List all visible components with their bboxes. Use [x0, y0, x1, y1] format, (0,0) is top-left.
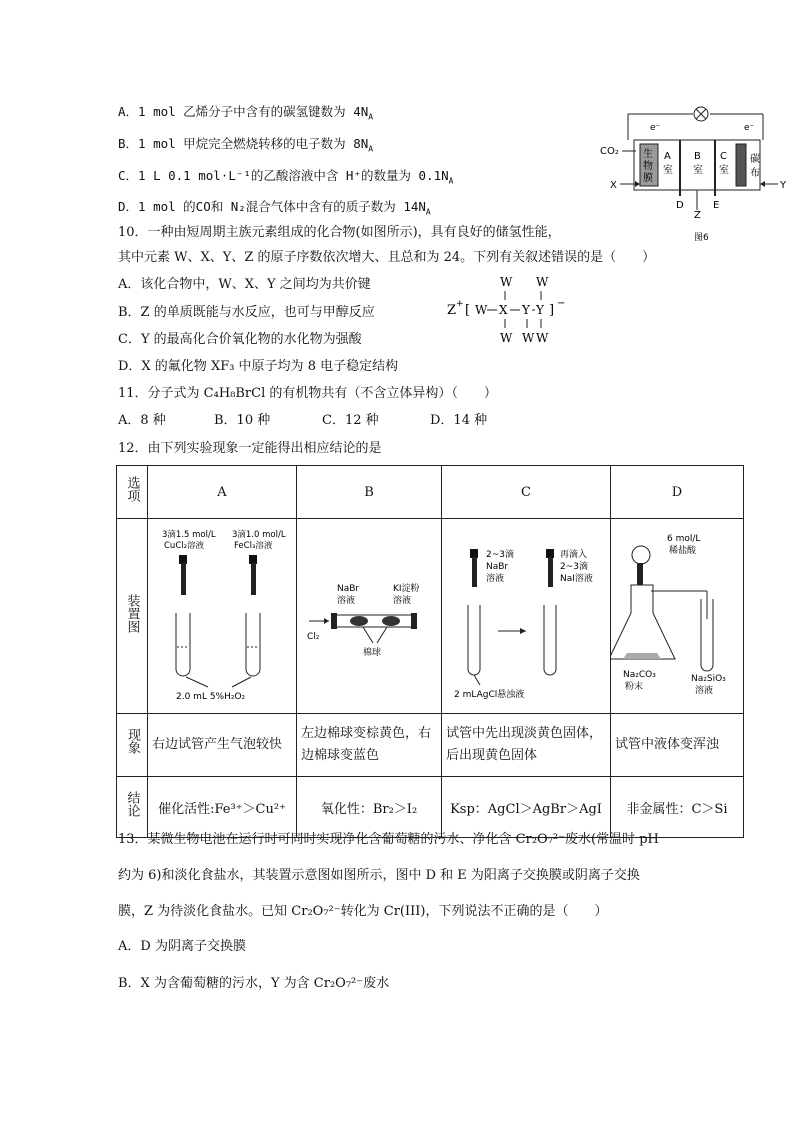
row-header-apparatus: 装置图	[117, 519, 148, 714]
apparatus-a	[148, 519, 297, 714]
phenomenon-b: 左边棉球变棕黄色，右边棉球变蓝色	[297, 714, 442, 777]
x-label: X	[610, 180, 617, 191]
q13-stem-line3: 膜，Z 为待淡化食盐水。已知 Cr₂O₇²⁻转化为 Cr(III)，下列说法不正确的是（ ）	[118, 904, 608, 919]
electron-left-label: e⁻	[650, 123, 661, 133]
apparatus-c	[442, 519, 611, 714]
co2-label: CO₂	[600, 146, 619, 157]
svg-text:X: X	[499, 303, 508, 317]
col-header-a: A	[148, 466, 297, 519]
q9-option-c: C．1 L 0.1 mol·L⁻¹的乙酸溶液中含 H⁺的数量为 $0.1N_A$	[118, 168, 454, 186]
svg-text:B: B	[694, 151, 701, 162]
q11-stem: 11．分子式为 C₄H₈BrCl 的有机物共有（不含立体异构）（ ）	[118, 386, 497, 401]
phenomenon-row	[117, 714, 744, 777]
membrane-e-label: E	[713, 200, 720, 211]
apparatus-row	[117, 519, 744, 714]
q10-option-d: D．X 的氟化物 XF₃ 中原子均为 8 电子稳定结构	[118, 359, 399, 374]
q12-stem: 12．由下列实验现象一定能得出相应结论的是	[118, 441, 382, 456]
svg-text:]: ]	[549, 303, 555, 318]
svg-text:A: A	[664, 151, 671, 162]
q10-option-a: A．该化合物中，W、X、Y 之间均为共价键	[118, 277, 371, 292]
svg-text:[: [	[465, 303, 471, 318]
svg-text:溶液: 溶液	[337, 596, 356, 606]
figure-caption: 图6	[694, 233, 709, 243]
z-label: Z	[694, 210, 701, 221]
svg-text:Cl₂: Cl₂	[307, 632, 320, 642]
svg-text:物: 物	[643, 161, 653, 172]
svg-text:C: C	[720, 151, 727, 162]
q11-option-c: C．12 种	[322, 413, 379, 428]
svg-text:Z: Z	[447, 303, 457, 318]
svg-text:布: 布	[750, 168, 760, 179]
svg-text:2~3滴: 2~3滴	[486, 550, 514, 560]
row-header-option: 选项	[117, 466, 148, 519]
svg-text:Na₂SiO₃: Na₂SiO₃	[691, 674, 726, 684]
svg-text:W: W	[536, 275, 549, 289]
svg-text:再滴入: 再滴入	[560, 550, 588, 560]
q13-stem-line2: 约为 6)和淡化食盐水，其装置示意图如图所示，图中 D 和 E 为阳离子交换膜或阴离子交换	[118, 868, 640, 883]
col-header-d: D	[611, 466, 744, 519]
svg-text:3滴1.0 mol/L: 3滴1.0 mol/L	[232, 530, 286, 540]
svg-text:室: 室	[719, 165, 729, 176]
svg-text:溶液: 溶液	[486, 574, 505, 584]
svg-text:碳: 碳	[750, 154, 760, 165]
q13-option-b: B．X 为含葡萄糖的污水，Y 为含 Cr₂O₇²⁻废水	[118, 976, 390, 991]
svg-text:KI淀粉: KI淀粉	[393, 584, 420, 594]
apparatus-b	[297, 519, 442, 714]
svg-text:Y: Y	[522, 303, 530, 317]
q13-option-a: A．D 为阴离子交换膜	[118, 939, 246, 954]
fuel-cell-diagram	[598, 100, 794, 250]
phenomenon-d: 试管中液体变浑浊	[611, 714, 744, 777]
svg-text:3滴1.5 mol/L: 3滴1.5 mol/L	[162, 530, 216, 540]
conclusion-d: 非金属性：C＞Si	[611, 777, 744, 838]
svg-text:2.0 mL 5%H₂O₂: 2.0 mL 5%H₂O₂	[176, 692, 246, 702]
row-header-phenomenon: 现象	[117, 714, 148, 777]
svg-text:W: W	[522, 331, 535, 345]
conclusion-row	[117, 777, 744, 838]
svg-text:Y: Y	[536, 303, 544, 317]
phenomenon-c: 试管中先出现淡黄色固体，后出现黄色固体	[442, 714, 611, 777]
q11-option-d: D．14 种	[430, 413, 488, 428]
svg-text:CuCl₂溶液: CuCl₂溶液	[164, 541, 205, 551]
q9-option-a: A．1 mol 乙烯分子中含有的碳氢键数为 $4N_A$	[118, 104, 374, 122]
q11-option-b: B．10 种	[214, 413, 271, 428]
conclusion-a: 催化活性:Fe³⁺＞Cu²⁺	[148, 777, 297, 838]
svg-text:棉球: 棉球	[363, 648, 382, 658]
svg-text:Na₂CO₃: Na₂CO₃	[623, 670, 656, 680]
svg-text:NaBr: NaBr	[486, 562, 509, 572]
q9-option-d: D．1 mol 的CO和 N₂混合气体中含有的质子数为 $14N_A$	[118, 199, 431, 217]
svg-text:膜: 膜	[643, 173, 653, 184]
svg-text:NaBr: NaBr	[337, 584, 360, 594]
svg-text:W: W	[500, 331, 513, 345]
apparatus-d	[611, 519, 744, 714]
svg-text:溶液: 溶液	[695, 686, 714, 696]
svg-text:W: W	[475, 303, 488, 317]
y-label: Y	[780, 180, 787, 191]
svg-text:稀盐酸: 稀盐酸	[669, 546, 697, 556]
q10-option-b: B．Z 的单质既能与水反应，也可与甲醇反应	[118, 305, 375, 320]
q10-stem-line1: 10．一种由短周期主族元素组成的化合物(如图所示)，具有良好的储氢性能，	[118, 225, 561, 240]
svg-text:NaI溶液: NaI溶液	[560, 574, 593, 584]
svg-text:+: +	[456, 299, 464, 309]
svg-text:2~3滴: 2~3滴	[560, 562, 588, 572]
q10-stem-line2: 其中元素 W、X、Y、Z 的原子序数依次增大、且总和为 24。下列有关叙述错误的是（ ）	[118, 250, 656, 265]
col-header-b: B	[297, 466, 442, 519]
svg-text:−: −	[557, 298, 566, 309]
svg-text:W: W	[536, 331, 549, 345]
row-header-conclusion: 结论	[117, 777, 148, 838]
svg-text:2 mLAgCl悬浊液: 2 mLAgCl悬浊液	[454, 690, 525, 700]
structural-formula	[445, 272, 575, 348]
q9-option-b: B．1 mol 甲烷完全燃烧转移的电子数为 $8N_A$	[118, 136, 374, 154]
svg-text:室: 室	[693, 165, 703, 176]
col-header-c: C	[442, 466, 611, 519]
electron-right-label: e⁻	[744, 123, 755, 133]
svg-text:生: 生	[643, 149, 653, 160]
q13-stem-line1: 13．某微生物电池在运行时可同时实现净化含葡萄糖的污水、净化含 Cr₂O₇²⁻废水(常温时 pH	[118, 832, 659, 847]
phenomenon-a: 右边试管产生气泡较快	[148, 714, 297, 777]
svg-text:FeCl₃溶液: FeCl₃溶液	[234, 541, 273, 551]
svg-text:溶液: 溶液	[393, 596, 412, 606]
conclusion-b: 氧化性：Br₂＞I₂	[297, 777, 442, 838]
conclusion-c: Ksp：AgCl＞AgBr＞AgI	[442, 777, 611, 838]
membrane-d-label: D	[676, 200, 684, 211]
svg-text:6 mol/L: 6 mol/L	[667, 534, 701, 544]
q11-option-a: A．8 种	[118, 413, 166, 428]
svg-text:粉末: 粉末	[625, 682, 644, 692]
table-header-row	[117, 466, 744, 519]
experiment-table	[116, 465, 744, 838]
svg-text:W: W	[500, 275, 513, 289]
q10-option-c: C．Y 的最高化合价氧化物的水化物为强酸	[118, 332, 362, 347]
svg-text:室: 室	[663, 165, 673, 176]
